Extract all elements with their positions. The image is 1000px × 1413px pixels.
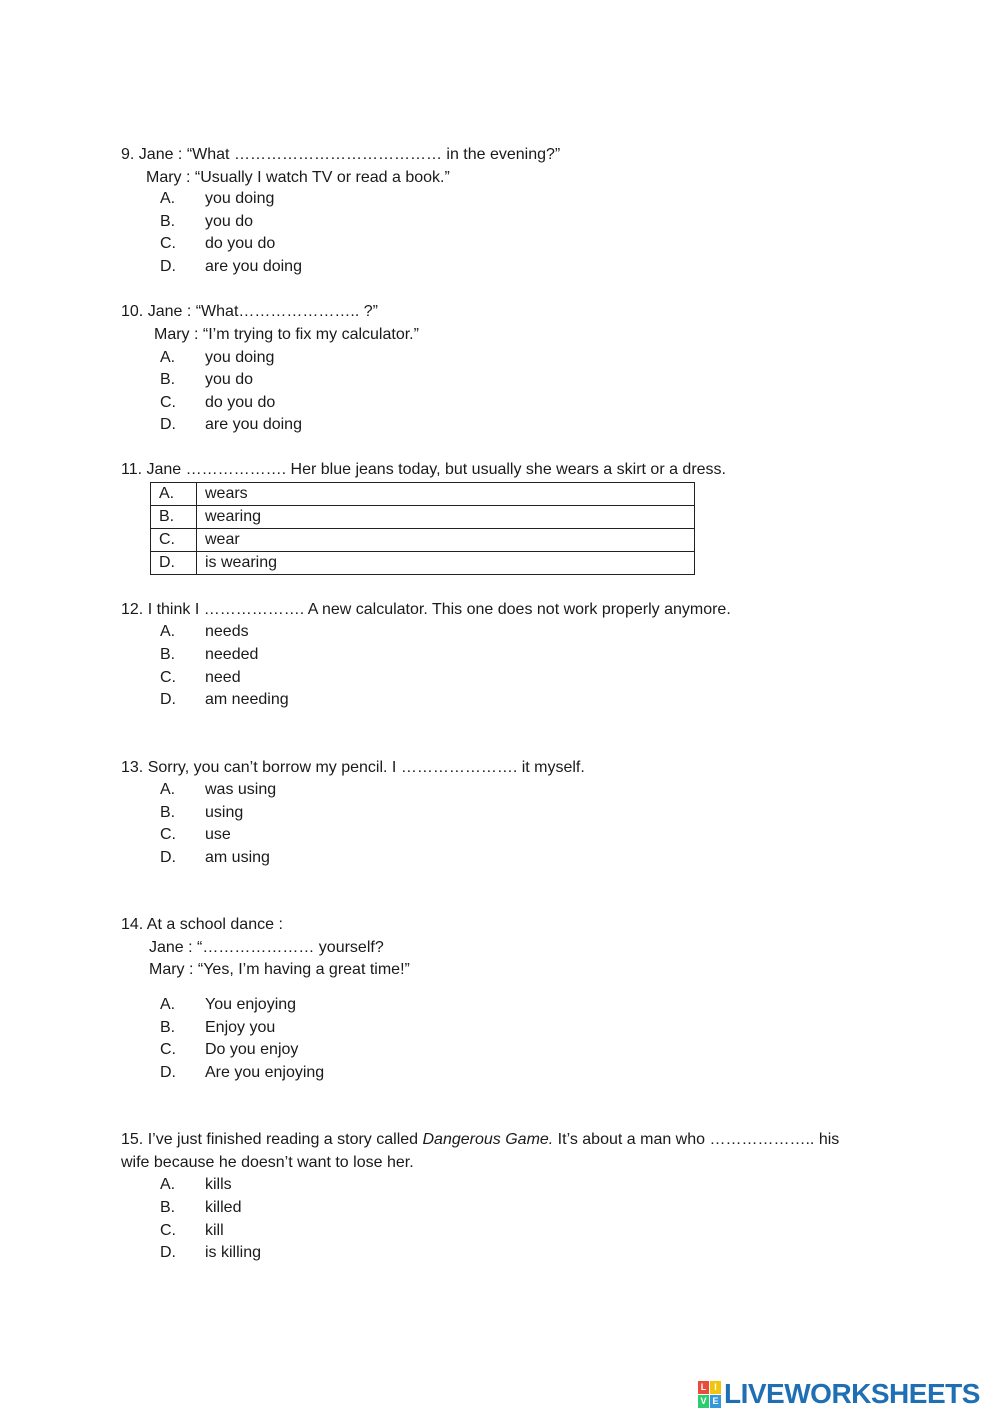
option-text: kills (205, 1176, 232, 1193)
q15-option-a[interactable] (0, 1174, 1000, 1196)
option-text: killed (205, 1199, 242, 1216)
option-letter: D. (160, 691, 176, 708)
q11-option-c[interactable] (151, 529, 695, 552)
q13-option-d[interactable] (0, 847, 1000, 869)
q15-story-title: Dangerous Game. (422, 1131, 554, 1148)
option-text: you do (205, 213, 254, 230)
q15-stem (121, 1130, 839, 1150)
q10-option-c[interactable] (0, 392, 1000, 414)
q14-stem: 14. At a school dance : (121, 916, 283, 933)
option-letter: C. (160, 669, 176, 686)
option-text: do you do (205, 394, 276, 411)
option-letter: A. (160, 781, 176, 798)
option-letter: A. (160, 1176, 176, 1193)
option-text: was using (205, 781, 277, 798)
option-letter: C. (160, 235, 176, 252)
q10-option-d[interactable] (0, 414, 1000, 436)
q13-option-a[interactable] (0, 779, 1000, 801)
q10-option-a[interactable] (0, 347, 1000, 369)
option-letter: D. (151, 552, 197, 575)
option-letter: C. (160, 394, 176, 411)
q13-stem: 13. Sorry, you can’t borrow my pencil. I …………………. it myself. (121, 759, 585, 776)
q15-stem-end: It’s about a man who ……………….. his (553, 1131, 840, 1148)
option-text: wearing (197, 506, 695, 529)
q11-option-b[interactable] (151, 506, 695, 529)
option-letter: D. (160, 258, 176, 275)
option-text: do you do (205, 235, 276, 252)
q12-option-a[interactable] (0, 621, 1000, 643)
option-text: Enjoy you (205, 1019, 276, 1036)
q9-stem: 9. Jane : “What ………………………………… in the evening?” (121, 146, 561, 163)
option-letter: B. (160, 371, 176, 388)
q10-reply: Mary : “I’m trying to fix my calculator.” (154, 326, 419, 343)
liveworksheets-logo[interactable] (698, 1378, 980, 1410)
q13-option-c[interactable] (0, 824, 1000, 846)
option-letter: A. (160, 996, 176, 1013)
option-letter: A. (160, 190, 176, 207)
logo-text: LIVEWORKSHEETS (724, 1378, 980, 1409)
option-text: you doing (205, 349, 275, 366)
option-letter: A. (160, 349, 176, 366)
q9-option-d[interactable] (0, 256, 1000, 278)
option-letter: D. (160, 849, 176, 866)
option-text: are you doing (205, 416, 302, 433)
option-letter: A. (160, 623, 176, 640)
option-letter: B. (160, 804, 176, 821)
option-text: are you doing (205, 258, 302, 275)
option-text: You enjoying (205, 996, 297, 1013)
option-letter: B. (160, 646, 176, 663)
q12-option-b[interactable] (0, 644, 1000, 666)
option-text: am needing (205, 691, 289, 708)
option-letter: A. (151, 483, 197, 506)
q14-dialog-mary: Mary : “Yes, I’m having a great time!” (149, 961, 410, 978)
q9-option-a[interactable] (0, 188, 1000, 210)
q14-dialog-jane: Jane : “………………… yourself? (149, 939, 384, 956)
option-letter: D. (160, 1244, 176, 1261)
option-letter: C. (160, 1041, 176, 1058)
option-text: is wearing (197, 552, 695, 575)
q10-option-b[interactable] (0, 369, 1000, 391)
q14-option-b[interactable] (0, 1017, 1000, 1039)
option-letter: B. (160, 213, 176, 230)
q11-option-a[interactable] (151, 483, 695, 506)
option-text: Do you enjoy (205, 1041, 299, 1058)
option-letter: B. (160, 1019, 176, 1036)
option-text: you do (205, 371, 254, 388)
option-text: am using (205, 849, 270, 866)
option-text: use (205, 826, 231, 843)
q12-option-c[interactable] (0, 667, 1000, 689)
option-text: you doing (205, 190, 275, 207)
q11-option-d[interactable] (151, 552, 695, 575)
q9-option-c[interactable] (0, 233, 1000, 255)
logo-mark-icon (698, 1381, 720, 1407)
logo-mark-i: I (710, 1381, 721, 1394)
q15-stem-continued: wife because he doesn’t want to lose her. (121, 1154, 414, 1171)
option-letter: B. (151, 506, 197, 529)
option-text: needs (205, 623, 249, 640)
logo-mark-v: V (698, 1395, 709, 1408)
q15-option-c[interactable] (0, 1220, 1000, 1242)
option-text: using (205, 804, 244, 821)
q14-option-d[interactable] (0, 1062, 1000, 1084)
logo-mark-e: E (710, 1395, 721, 1408)
option-text: is killing (205, 1244, 262, 1261)
q10-stem: 10. Jane : “What………………….. ?” (121, 303, 378, 320)
option-letter: C. (151, 529, 197, 552)
q14-option-a[interactable] (0, 994, 1000, 1016)
q9-reply: Mary : “Usually I watch TV or read a book.” (146, 169, 450, 186)
option-text: need (205, 669, 241, 686)
q9-option-b[interactable] (0, 211, 1000, 233)
q15-stem-start: 15. I’ve just finished reading a story called (121, 1131, 423, 1148)
option-letter: B. (160, 1199, 176, 1216)
q15-option-b[interactable] (0, 1197, 1000, 1219)
option-letter: C. (160, 826, 176, 843)
option-text: kill (205, 1222, 224, 1239)
option-text: wears (197, 483, 695, 506)
option-text: wear (197, 529, 695, 552)
q12-option-d[interactable] (0, 689, 1000, 711)
q15-option-d[interactable] (0, 1242, 1000, 1264)
q11-options-table (150, 482, 695, 575)
option-text: Are you enjoying (205, 1064, 325, 1081)
q13-option-b[interactable] (0, 802, 1000, 824)
q12-stem: 12. I think I ………………. A new calculator. This one does not work properly anymore. (121, 601, 731, 618)
option-text: needed (205, 646, 259, 663)
option-letter: D. (160, 1064, 176, 1081)
option-letter: C. (160, 1222, 176, 1239)
logo-mark-l: L (698, 1381, 709, 1394)
option-letter: D. (160, 416, 176, 433)
q11-stem: 11. Jane ………………. Her blue jeans today, but usually she wears a skirt or a dress. (121, 461, 726, 478)
q14-option-c[interactable] (0, 1039, 1000, 1061)
